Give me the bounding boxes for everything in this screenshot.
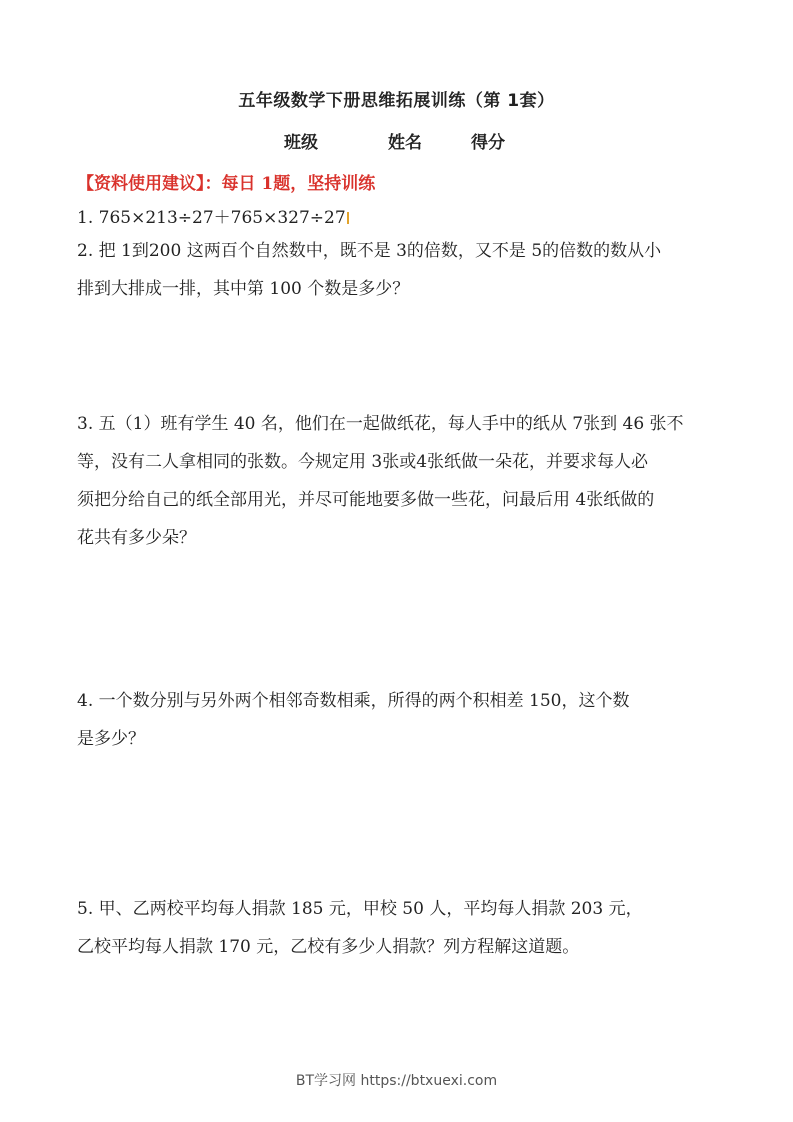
question-3-line-2: 等，没有二人拿相同的张数。今规定用 3张或4张纸做一朵花，并要求每人必	[77, 452, 649, 472]
name-label: 姓名	[388, 133, 422, 153]
question-5-line-1: 5. 甲、乙两校平均每人捐款 185 元，甲校 50 人，平均每人捐款 203 元，	[77, 899, 643, 919]
text-cursor	[347, 212, 349, 224]
question-4-line-1: 4. 一个数分别与另外两个相邻奇数相乘，所得的两个积相差 150，这个数	[77, 691, 630, 711]
question-3	[77, 405, 719, 557]
question-3-line-3: 须把分给自己的纸全部用光，并尽可能地要多做一些花，问最后用 4张纸做的	[77, 490, 655, 510]
question-5-line-2: 乙校平均每人捐款 170 元，乙校有多少人捐款？列方程解这道题。	[77, 937, 580, 957]
question-3-line-4: 花共有多少朵？	[77, 528, 196, 548]
question-5	[77, 890, 719, 966]
question-2-line-2: 排到大排成一排，其中第 100 个数是多少？	[77, 279, 410, 299]
usage-tip-text: 【资料使用建议】：每日 1题，坚持训练	[77, 174, 376, 194]
page-footer: BT学习网 https://btxuexi.com	[295, 1073, 498, 1089]
question-4-line-2: 是多少？	[77, 729, 145, 749]
question-4	[77, 682, 719, 758]
document-title: 五年级数学下册思维拓展训练（第 1套）	[238, 91, 555, 111]
question-2-line-1: 2. 把 1到200 这两百个自然数中，既不是 3的倍数，又不是 5的倍数的数从小	[77, 241, 662, 261]
class-label: 班级	[284, 133, 318, 153]
score-label: 得分	[471, 133, 505, 153]
question-1-line-1: 1. 765×213÷27＋765×327÷27	[77, 199, 719, 237]
question-2	[77, 232, 719, 308]
usage-tip	[77, 169, 375, 194]
question-3-line-1: 3. 五（1）班有学生 40 名，他们在一起做纸花，每人手中的纸从 7张到 46 张不	[77, 414, 684, 434]
student-info-row	[0, 128, 793, 152]
